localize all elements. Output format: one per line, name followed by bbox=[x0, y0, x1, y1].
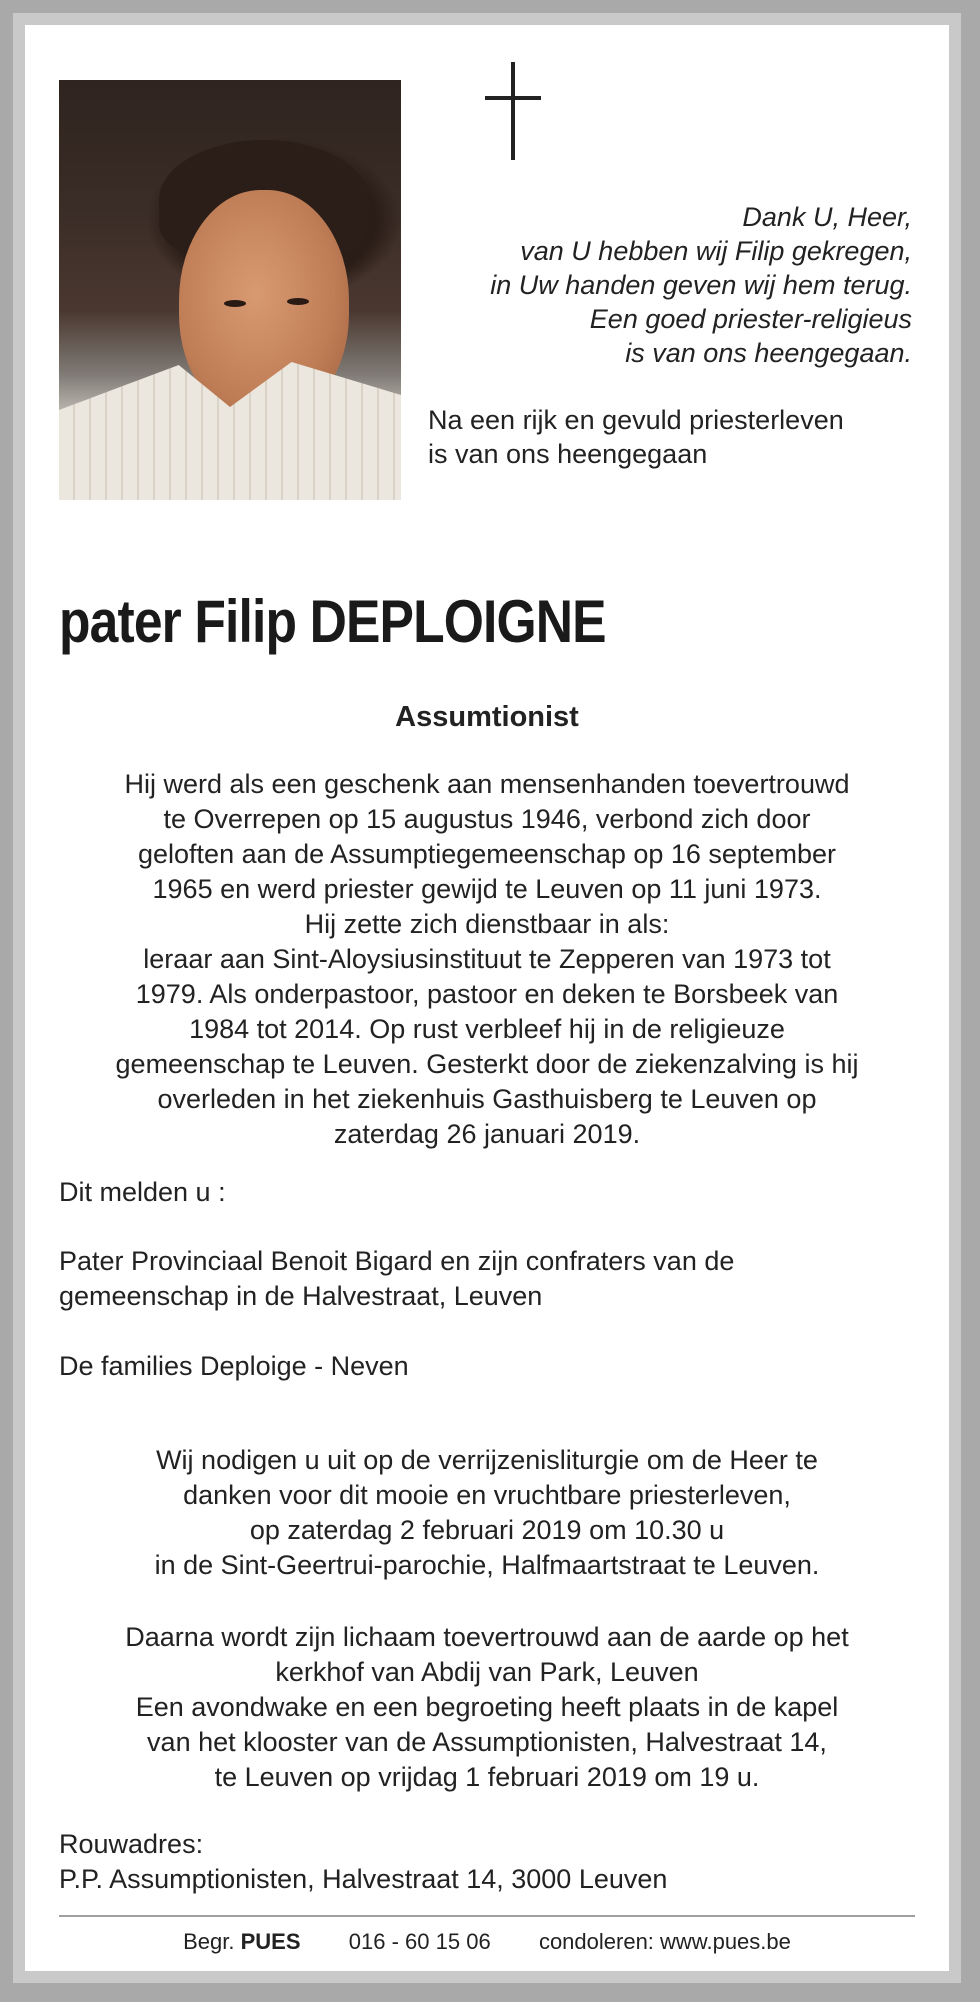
deceased-name: pater Filip DEPLOIGNE bbox=[59, 588, 606, 655]
footer-condolence: condoleren: www.pues.be bbox=[538, 1929, 791, 1954]
burial-line: kerkhof van Abdij van Park, Leuven bbox=[275, 1657, 699, 1687]
invite-line: danken voor dit mooie en vruchtbare priesterleven, bbox=[183, 1480, 791, 1510]
bio-line: gemeenschap te Leuven. Gesterkt door de ziekenzalving is hij bbox=[115, 1049, 859, 1079]
footer-phone: 016 - 60 15 06 bbox=[348, 1929, 491, 1954]
footer bbox=[25, 1929, 949, 1955]
verse-line: in Uw handen geven wij hem terug. bbox=[490, 270, 912, 300]
burial-line: te Leuven op vrijdag 1 februari 2019 om 19 u. bbox=[214, 1762, 760, 1792]
verse-line: Een goed priester-religieus bbox=[589, 304, 912, 334]
bio-line: 1979. Als onderpastoor, pastoor en deken te Borsbeek van bbox=[135, 979, 839, 1009]
bio-line: overleden in het ziekenhuis Gasthuisberg te Leuven op bbox=[157, 1084, 817, 1114]
bio-line: Hij zette zich dienstbaar in als: bbox=[304, 909, 670, 939]
portrait-eye-right bbox=[287, 298, 309, 305]
invitation bbox=[59, 1443, 915, 1583]
invite-line: op zaterdag 2 februari 2019 om 10.30 u bbox=[249, 1515, 725, 1545]
mourning-address bbox=[59, 1827, 919, 1897]
invite-line: Wij nodigen u uit op de verrijzenisliturgie om de Heer te bbox=[156, 1445, 818, 1475]
footer-prefix: Begr. bbox=[183, 1929, 235, 1954]
burial-line: van het klooster van de Assumptionisten, Halvestraat 14, bbox=[147, 1727, 827, 1757]
announce-line: Pater Provinciaal Benoit Bigard en zijn confraters van de bbox=[59, 1246, 735, 1276]
bio-line: zaterdag 26 januari 2019. bbox=[333, 1119, 641, 1149]
bio-line: te Overrepen op 15 augustus 1946, verbond zich door bbox=[163, 804, 811, 834]
announce-heading: Dit melden u : bbox=[59, 1177, 226, 1207]
address-value: P.P. Assumptionisten, Halvestraat 14, 3000 Leuven bbox=[59, 1864, 668, 1894]
verse-line: Dank U, Heer, bbox=[742, 202, 912, 232]
verse-line: van U hebben wij Filip gekregen, bbox=[520, 236, 912, 266]
obituary-content bbox=[25, 25, 949, 1971]
announce-confraters bbox=[59, 1244, 919, 1314]
intro-line: is van ons heengegaan bbox=[428, 439, 708, 469]
burial-info bbox=[59, 1620, 915, 1795]
bio-line: leraar aan Sint-Aloysiusinstituut te Zepperen van 1973 tot bbox=[143, 944, 831, 974]
biography bbox=[59, 767, 915, 1152]
invite-line: in de Sint-Geertrui-parochie, Halfmaartstraat te Leuven. bbox=[154, 1550, 820, 1580]
bio-line: geloften aan de Assumptiegemeenschap op 16 september bbox=[138, 839, 836, 869]
verse-line: is van ons heengegaan. bbox=[625, 338, 912, 368]
bio-line: 1965 en werd priester gewijd te Leuven op 11 juni 1973. bbox=[152, 874, 822, 904]
burial-line: Een avondwake en een begroeting heeft plaats in de kapel bbox=[135, 1692, 839, 1722]
announce-families: De families Deploige - Neven bbox=[59, 1351, 409, 1381]
portrait-photo bbox=[59, 80, 401, 500]
cross-icon bbox=[485, 62, 541, 160]
bio-line: Hij werd als een geschenk aan mensenhanden toevertrouwd bbox=[124, 769, 850, 799]
obituary-card bbox=[13, 13, 961, 1983]
address-label: Rouwadres: bbox=[59, 1829, 204, 1859]
announce-line: gemeenschap in de Halvestraat, Leuven bbox=[59, 1281, 543, 1311]
intro-line: Na een rijk en gevuld priesterleven bbox=[428, 405, 844, 435]
religious-order: Assumtionist bbox=[395, 701, 579, 733]
bio-line: 1984 tot 2014. Op rust verbleef hij in de religieuze bbox=[189, 1014, 785, 1044]
intro-text bbox=[428, 403, 908, 471]
verse bbox=[392, 200, 912, 370]
footer-divider bbox=[59, 1915, 915, 1917]
footer-company: PUES bbox=[240, 1929, 301, 1954]
portrait-eye-left bbox=[224, 300, 246, 307]
burial-line: Daarna wordt zijn lichaam toevertrouwd aan de aarde op het bbox=[125, 1622, 849, 1652]
